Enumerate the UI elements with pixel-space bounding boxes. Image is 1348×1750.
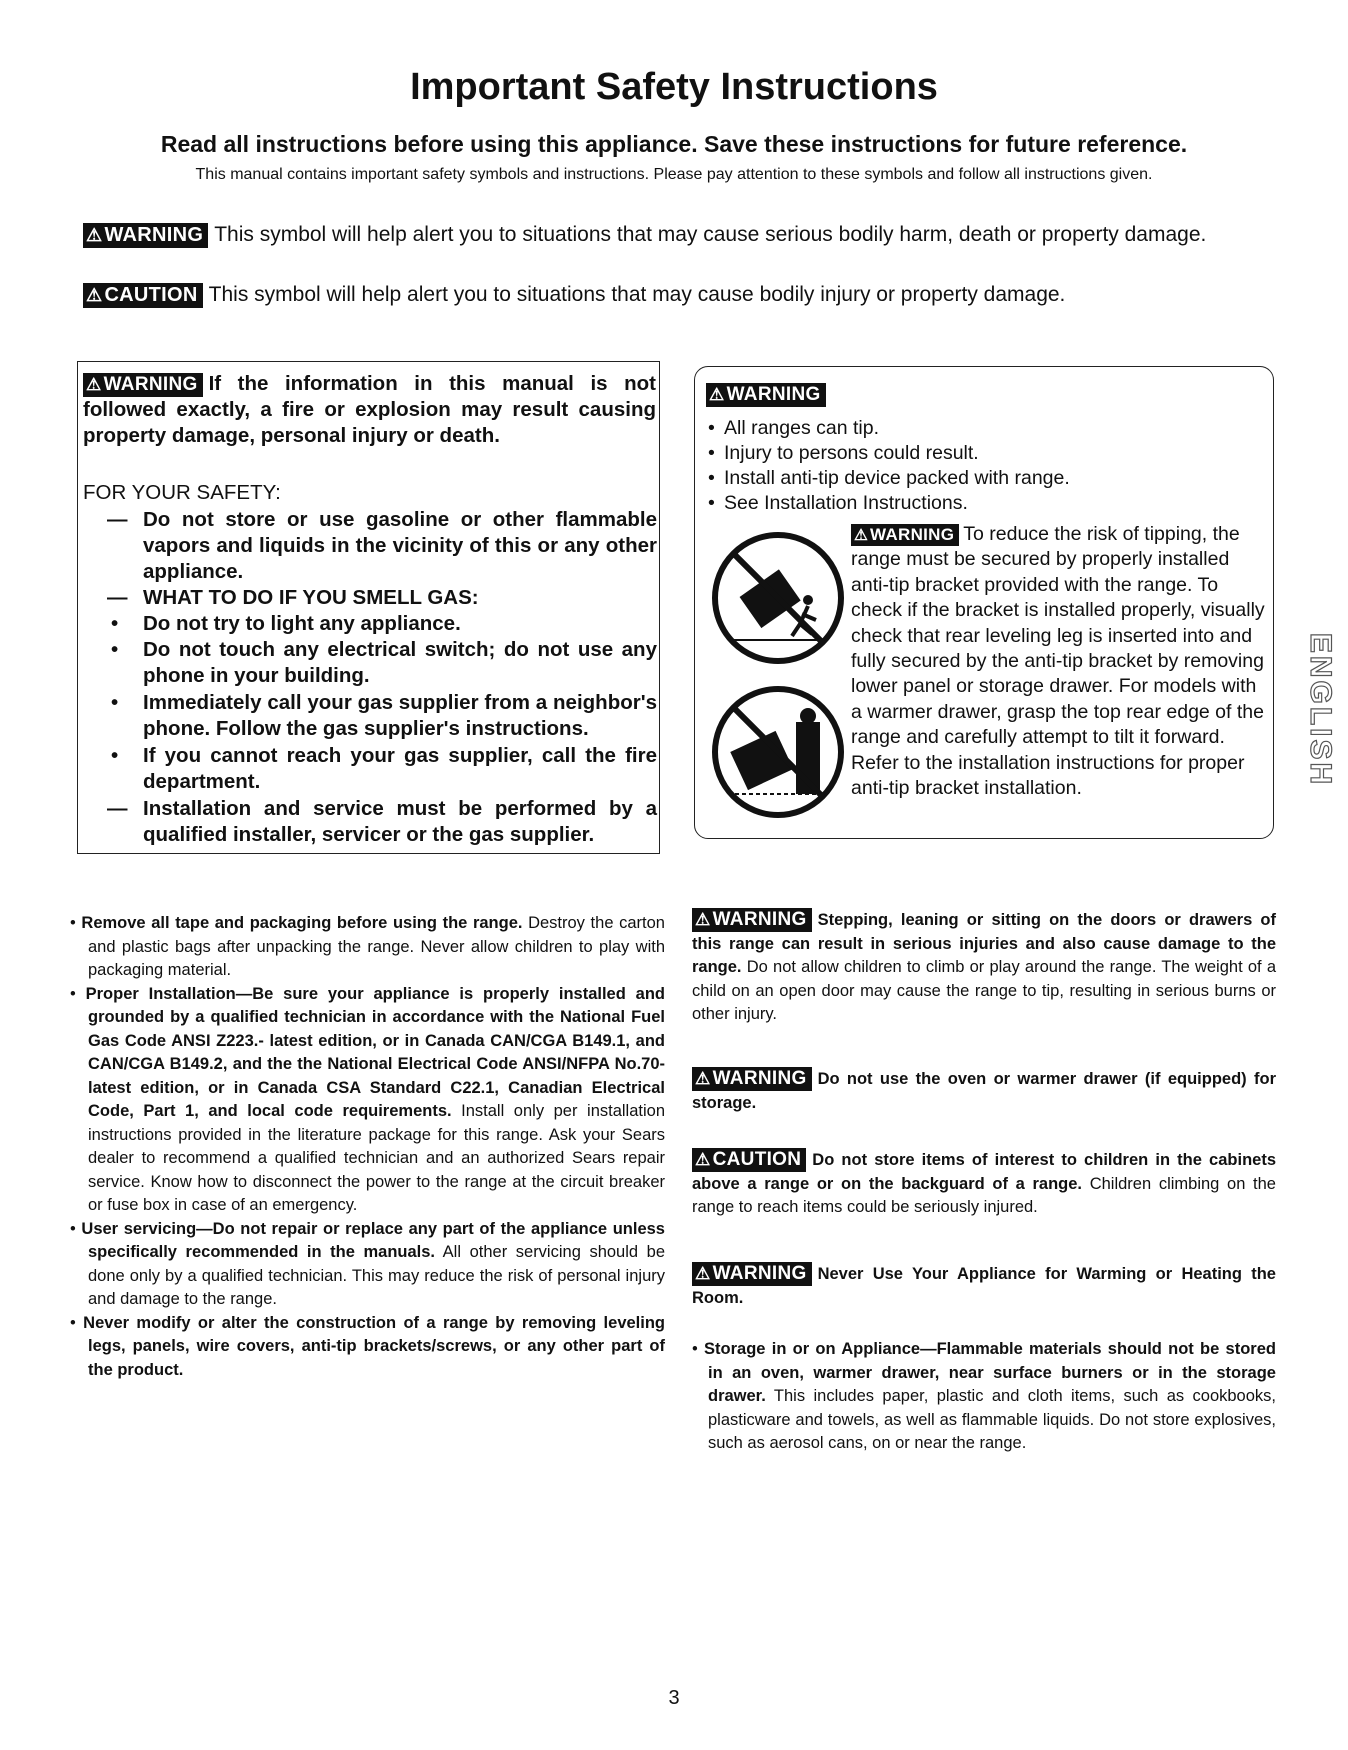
gas-safety-item: • If you cannot reach your gas supplier, call the fire department. xyxy=(111,744,657,793)
list-item: • Never modify or alter the construction of a range by removing leveling legs, panels, wire covers, anti-tip brackets/screws, or any other part of the product. xyxy=(70,1313,665,1379)
anti-tip-description: ⚠ WARNING To reduce the risk of tipping, the range must be secured by properly installed anti-tip bracket provided with the range. To check if the bracket is installed properly, visually check that rear leveling leg is inserted into and fully secured by the anti-tip bracket by removing lower panel or storage drawer. For models with a warmer drawer, grasp the top rear edge of the range and carefully attempt to tilt it forward. Refer to the installation instructions for proper anti-tip bracket installation. xyxy=(851,523,1265,800)
list-item: • Remove all tape and packaging before using the range. Destroy the carton and plastic bags after unpacking the range. Never allow children to play with packaging material. xyxy=(70,914,665,979)
warning-symbol-row xyxy=(83,223,1206,248)
caution-symbol-row xyxy=(83,283,1065,308)
caution-badge: ⚠ CAUTION xyxy=(692,1148,806,1172)
warning-badge: ⚠ WARNING xyxy=(706,383,826,407)
heating-warning: ⚠ WARNING Never Use Your Appliance for Warming or Heating the Room. xyxy=(692,1263,1276,1307)
page-subtitle: Read all instructions before using this appliance. Save these instructions for future reference. xyxy=(160,131,1188,157)
warning-triangle-icon: ⚠ xyxy=(695,1264,711,1283)
list-item: • User servicing—Do not repair or replace any part of the appliance unless specifically recommended in the manuals. All other servicing should be done only by a qualified technician. This may reduce the risk of personal injury and damage to the range. xyxy=(70,1219,665,1308)
children-caution: ⚠ CAUTION Do not store items of interest to children in the cabinets above a range or on the backguard of a range. Children climbing on the range to reach items could be seriously injured. xyxy=(692,1149,1276,1216)
intro-text: This manual contains important safety symbols and instructions. Please pay attention to these symbols and follow all instructions given. xyxy=(195,166,1153,183)
warning-badge: ⚠ WARNING xyxy=(692,1067,812,1091)
left-column xyxy=(70,912,665,1382)
caution-triangle-icon: ⚠ xyxy=(86,285,103,305)
language-tab: ENGLISH xyxy=(1304,632,1337,788)
storage-list-item: • Storage in or on Appliance—Flammable materials should not be stored in an oven, warmer drawer, near surface burners or in the storage drawer. This includes paper, plastic and cloth items, such as cookbooks, plasticware and towels, as well as flammable liquids. Do not store explosives, such as aerosol cans, on or near the range. xyxy=(692,1340,1276,1452)
warning-triangle-icon: ⚠ xyxy=(854,527,869,544)
for-your-safety-heading: FOR YOUR SAFETY: xyxy=(83,481,281,504)
warning-triangle-icon: ⚠ xyxy=(695,1069,711,1088)
storage-use-warning: ⚠ WARNING Do not use the oven or warmer drawer (if equipped) for storage. xyxy=(692,1068,1276,1112)
caution-symbol-text: This symbol will help alert you to situations that may cause bodily injury or property damage. xyxy=(208,283,1066,306)
no-tipping-icon xyxy=(708,682,848,822)
tip-bullet: • Injury to persons could result. xyxy=(708,442,979,464)
page-title: Important Safety Instructions xyxy=(410,66,938,108)
warning-badge: ⚠ WARNING xyxy=(851,524,959,546)
gas-safety-item: • Immediately call your gas supplier from a neighbor's phone. Follow the gas supplier's instructions. xyxy=(111,691,657,740)
tip-bullet: • All ranges can tip. xyxy=(708,417,880,439)
warning-badge: ⚠ WARNING xyxy=(83,223,208,248)
caution-triangle-icon: ⚠ xyxy=(695,1150,711,1169)
warning-triangle-icon: ⚠ xyxy=(695,910,711,929)
gas-warning-lead: ⚠ WARNING If the information in this manual is not followed exactly, a fire or explosion may result causing property damage, personal injury or death. xyxy=(83,372,656,447)
gas-safety-item: • Do not touch any electrical switch; do not use any phone in your building. xyxy=(111,638,657,687)
gas-safety-item: — Installation and service must be performed by a qualified installer, servicer or the gas supplier. xyxy=(107,797,657,846)
warning-symbol-text: This symbol will help alert you to situations that may cause serious bodily harm, death or property damage. xyxy=(214,223,1207,246)
tip-bullet: • Install anti-tip device packed with range. xyxy=(708,467,1070,489)
caution-badge: ⚠ CAUTION xyxy=(83,283,203,308)
anti-tip-badge-wrap xyxy=(706,383,826,407)
gas-safety-item: • Do not try to light any appliance. xyxy=(111,612,461,635)
no-tipping-icon xyxy=(708,528,848,668)
list-item: • Proper Installation—Be sure your appliance is properly installed and grounded by a qualified technician in accordance with the National Fuel Gas Code ANSI Z223.- latest edition, or in Canada CAN/CGA B149.1, and CAN/CGA B149.2, and the the National Electrical Code ANSI/NFPA No.70-latest edition, or in Canada CSA Standard C22.1, Canadian Electrical Code, Part 1, and local code requirements. Install only per installation instructions provided in the literature package for this range. Ask your Sears dealer to recommend a qualified technician and an authorized Sears repair service. Know how to disconnect the power to the range at the circuit breaker or fuse box in case of an emergency. xyxy=(70,984,665,1214)
tip-bullet: • See Installation Instructions. xyxy=(708,492,968,514)
warning-triangle-icon: ⚠ xyxy=(86,225,103,245)
warning-badge: ⚠ WARNING xyxy=(83,373,203,397)
warning-badge: ⚠ WARNING xyxy=(692,1262,812,1286)
gas-safety-item: — WHAT TO DO IF YOU SMELL GAS: xyxy=(107,586,479,609)
warning-triangle-icon: ⚠ xyxy=(709,385,725,404)
page-number: 3 xyxy=(668,1687,680,1709)
warning-triangle-icon: ⚠ xyxy=(86,375,102,394)
gas-safety-item: — Do not store or use gasoline or other flammable vapors and liquids in the vicinity of this or any other appliance. xyxy=(107,508,657,583)
stepping-warning: ⚠ WARNING Stepping, leaning or sitting on the doors or drawers of this range can result in serious injuries and also cause damage to the range. Do not allow children to climb or play around the range. The weight of a child on an open door may cause the range to tip, resulting in serious burns or other injury. xyxy=(692,909,1276,1023)
warning-badge: ⚠ WARNING xyxy=(692,908,812,932)
